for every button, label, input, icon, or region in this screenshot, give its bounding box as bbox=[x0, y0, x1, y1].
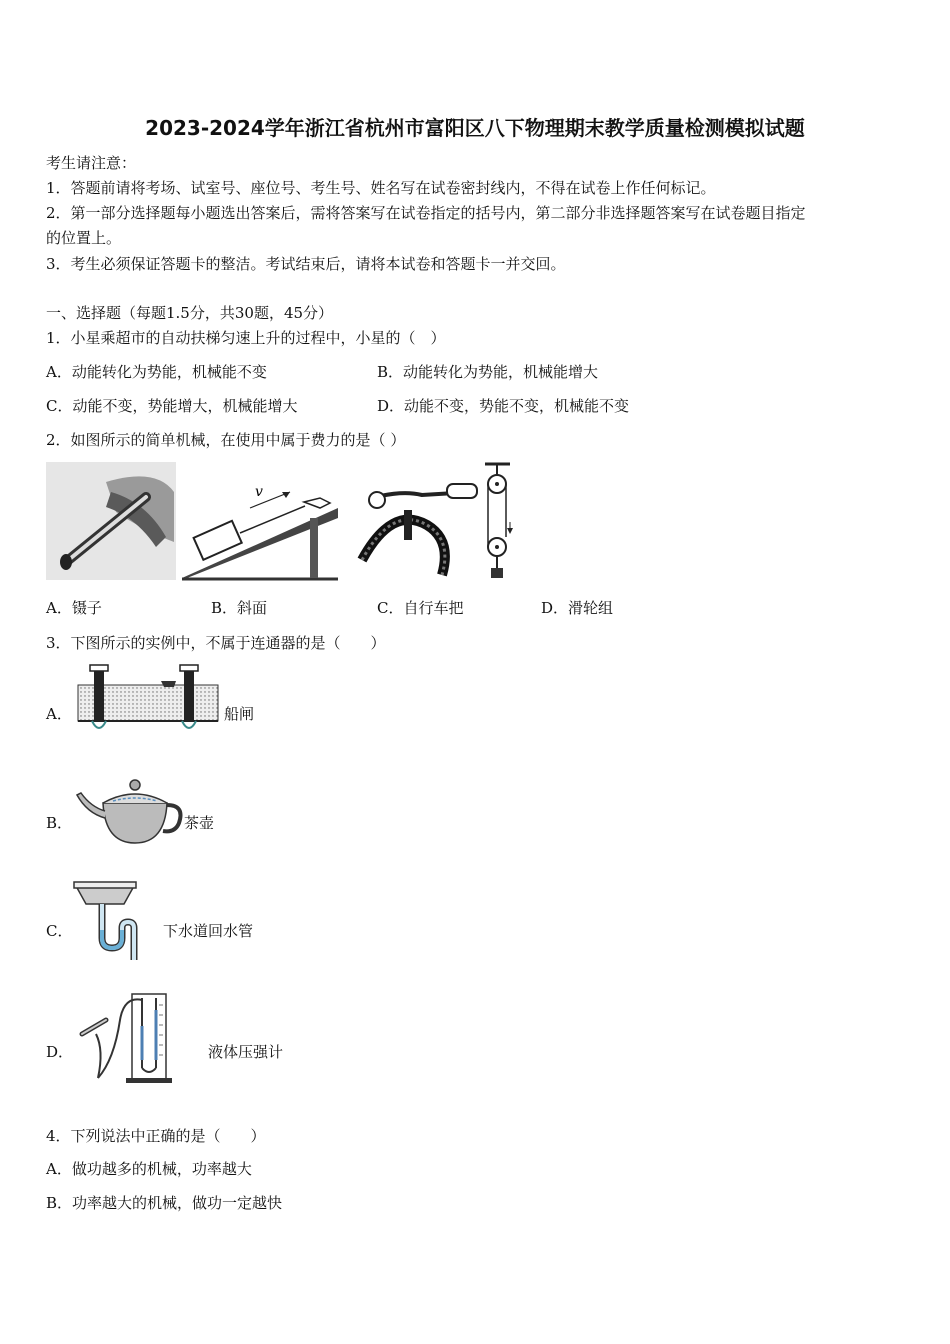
manometer-figure bbox=[74, 990, 174, 1086]
question-3-option-c-letter: C． bbox=[46, 922, 73, 940]
page-title: 2023-2024学年浙江省杭州市富阳区八下物理期末教学质量检测模拟试题 bbox=[145, 116, 805, 140]
question-2-stem: 2．如图所示的简单机械，在使用中属于费力的是（ ） bbox=[46, 431, 406, 449]
question-3-option-c-caption: 下水道回水管 bbox=[163, 922, 254, 940]
question-3-option-b-letter: B． bbox=[46, 814, 73, 832]
question-3-option-a-caption: 船闸 bbox=[224, 705, 255, 723]
question-4-stem: 4．下列说法中正确的是（ ） bbox=[46, 1127, 266, 1145]
notice-item-3: 3．考生必须保证答题卡的整洁。考试结束后，请将本试卷和答题卡一并交回。 bbox=[46, 255, 566, 273]
question-1-stem: 1．小星乘超市的自动扶梯匀速上升的过程中，小星的（ ） bbox=[46, 329, 446, 347]
question-3-stem: 3．下图所示的实例中，不属于连通器的是（ ） bbox=[46, 634, 386, 652]
question-3-option-d-caption: 液体压强计 bbox=[208, 1043, 284, 1061]
question-3-option-a-letter: A． bbox=[46, 705, 72, 723]
velocity-label: v bbox=[255, 484, 263, 500]
notice-item-2: 2．第一部分选择题每小题选出答案后，需将答案写在试卷指定的括号内，第二部分非选择题答案写在试卷题目指定 bbox=[46, 204, 806, 222]
question-1-option-c: C．动能不变，势能增大，机械能增大 bbox=[46, 397, 298, 415]
notice-item-1: 1．答题前请将考场、试室号、座位号、考生号、姓名写在试卷密封线内，不得在试卷上作任何标记。 bbox=[46, 179, 716, 197]
section-heading: 一、选择题（每题1.5分，共30题，45分） bbox=[46, 304, 334, 322]
teapot-figure bbox=[75, 773, 183, 845]
question-4-option-b: B．功率越大的机械，做功一定越快 bbox=[46, 1194, 283, 1212]
notice-item-2-cont: 的位置上。 bbox=[46, 229, 122, 247]
question-4-option-a: A．做功越多的机械，功率越大 bbox=[46, 1160, 252, 1178]
inclined-plane-figure bbox=[180, 478, 340, 580]
tweezers-figure bbox=[46, 462, 176, 580]
question-1-option-d: D．动能不变，势能不变，机械能不变 bbox=[377, 397, 630, 415]
pulley-block-figure bbox=[480, 462, 515, 580]
question-2-option-a: A．镊子 bbox=[46, 599, 102, 617]
question-2-option-b: B．斜面 bbox=[211, 599, 268, 617]
question-3-option-b-caption: 茶壶 bbox=[184, 814, 215, 832]
question-1-option-a: A．动能转化为势能，机械能不变 bbox=[46, 363, 267, 381]
question-2-option-d: D．滑轮组 bbox=[541, 599, 614, 617]
notice-heading: 考生请注意： bbox=[46, 154, 137, 172]
bicycle-handlebar-figure bbox=[352, 470, 482, 580]
question-2-option-c: C．自行车把 bbox=[377, 599, 464, 617]
drain-trap-figure bbox=[74, 880, 140, 962]
question-1-option-b: B．动能转化为势能，机械能增大 bbox=[377, 363, 599, 381]
question-3-option-d-letter: D． bbox=[46, 1043, 74, 1061]
ship-lock-figure bbox=[76, 663, 221, 735]
